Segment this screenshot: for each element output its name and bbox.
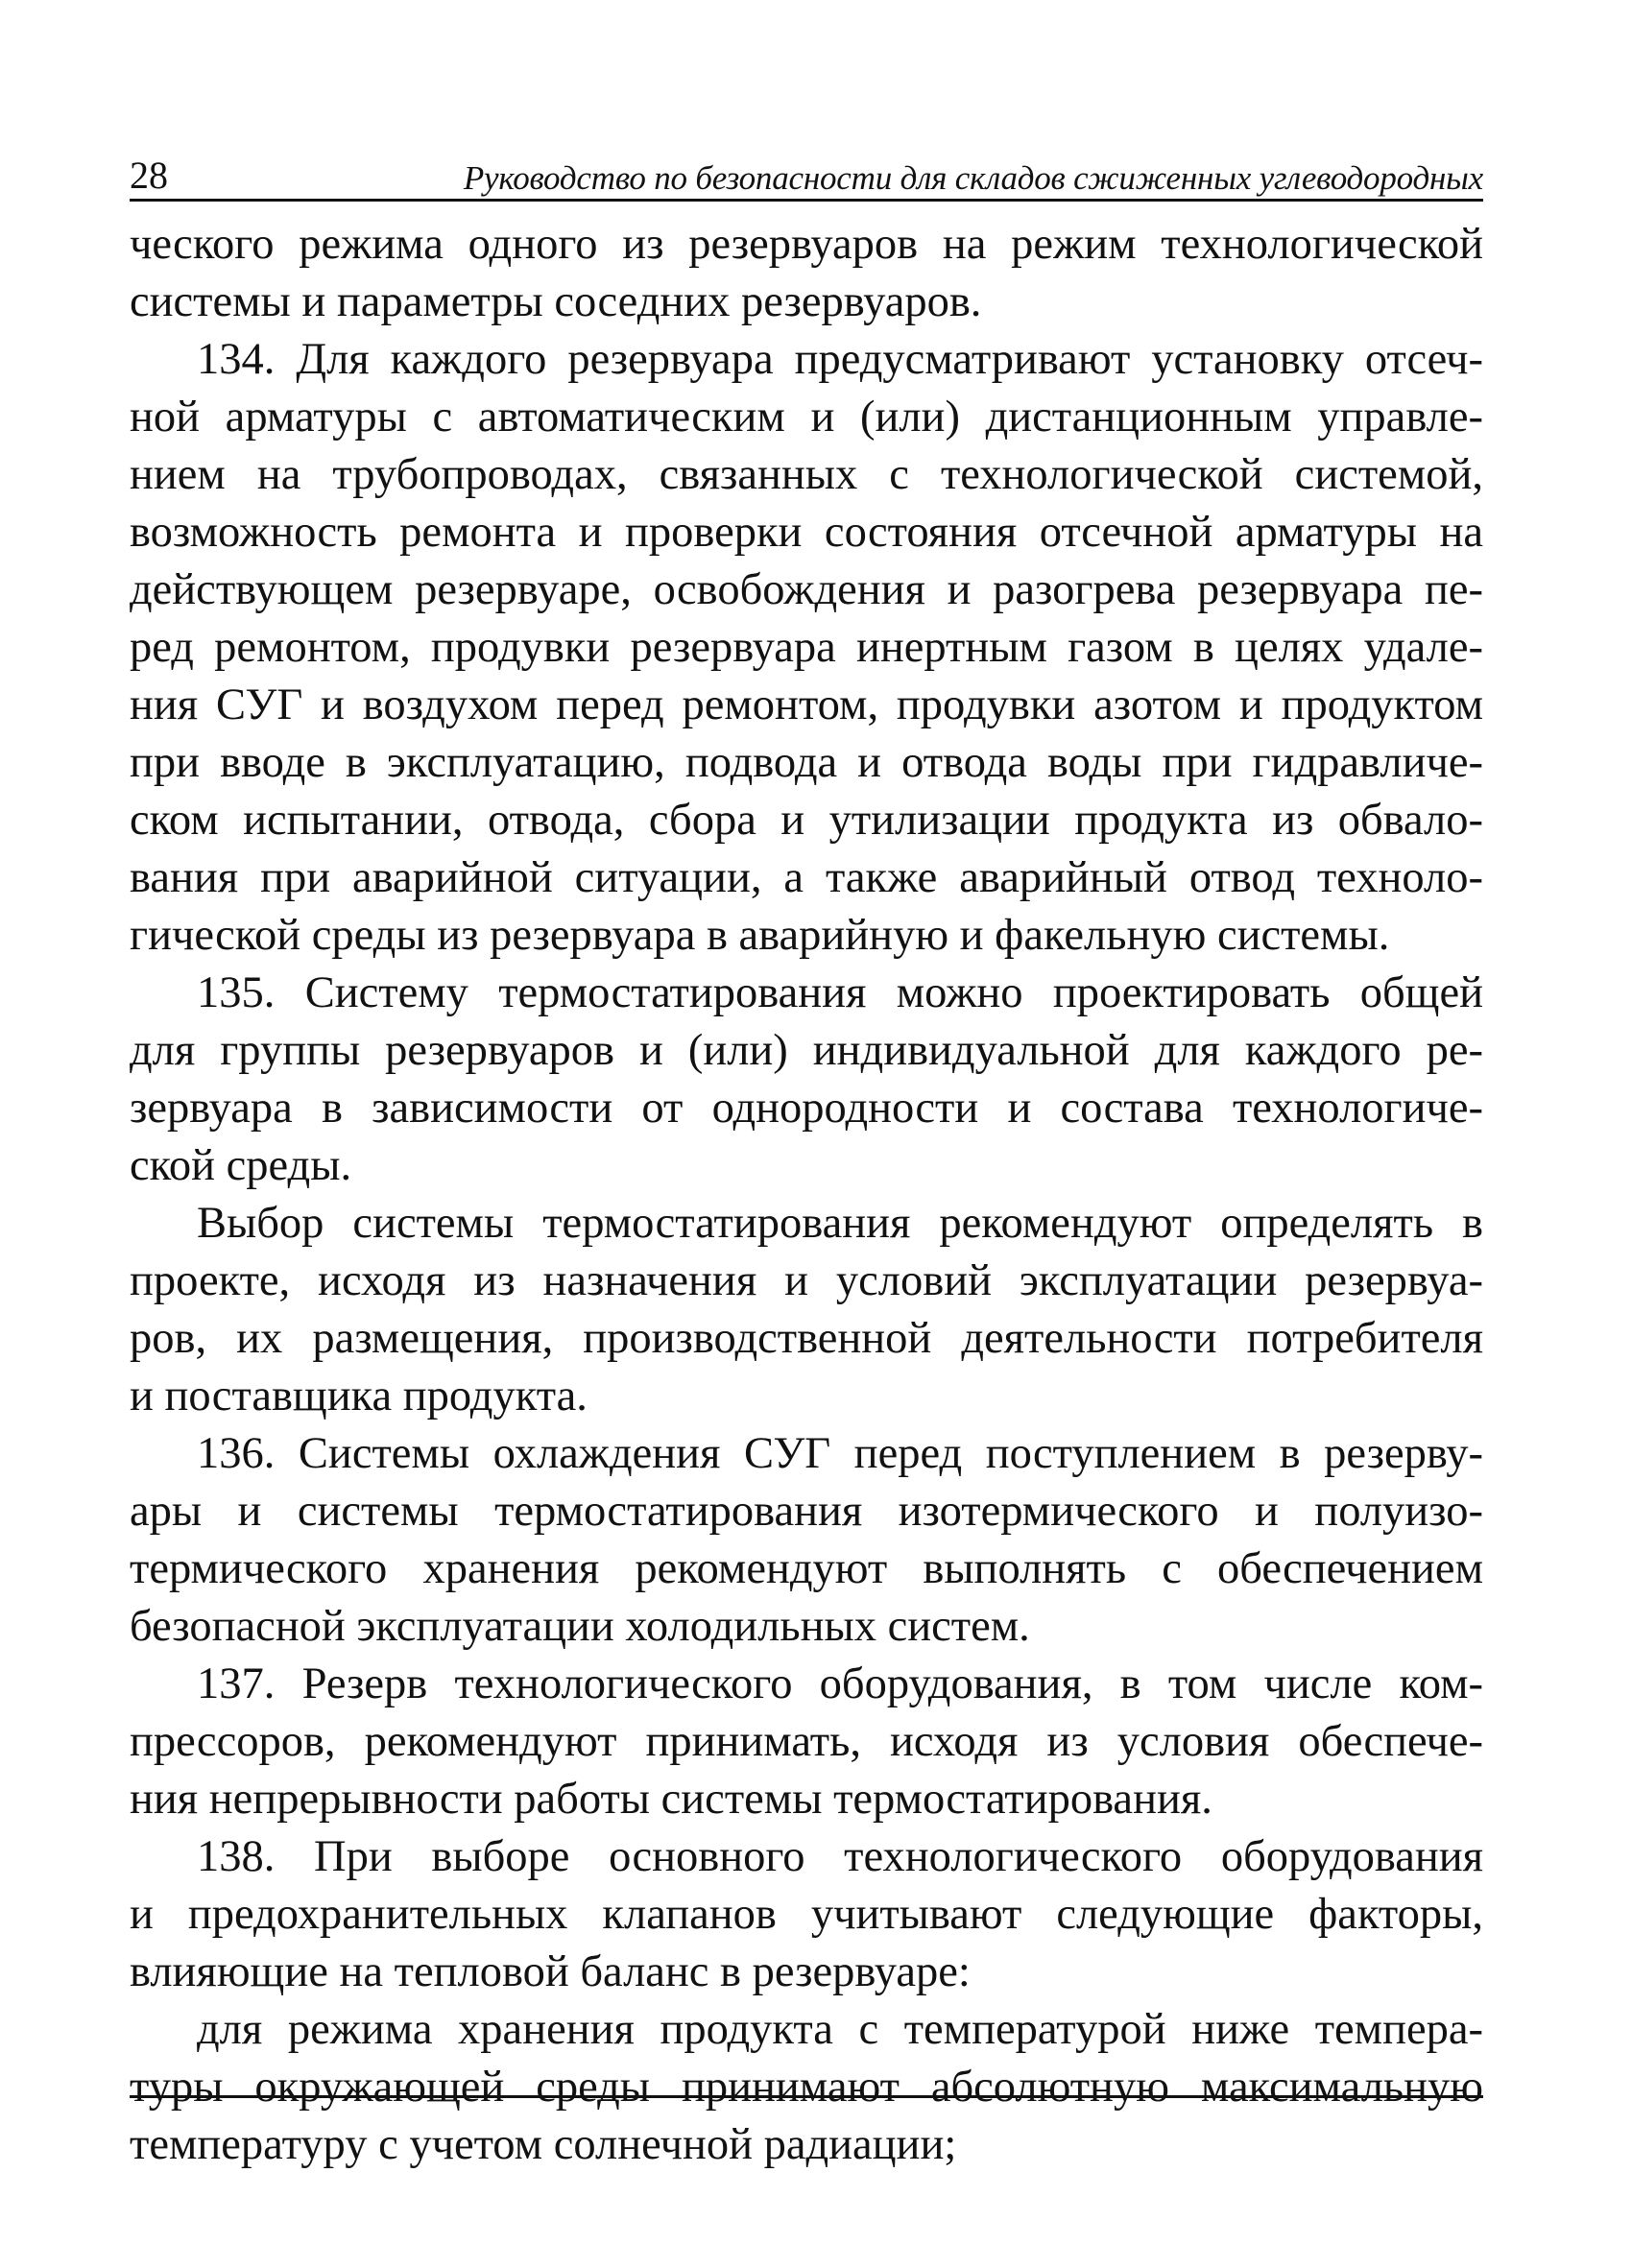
text-line: нием на трубопроводах, связанных с технологической системой,	[130, 450, 1483, 499]
text-line: гической среды из резервуара в аварийную и факельную системы.	[130, 911, 1390, 960]
text-line: вания при аварийной ситуации, а также аварийный отвод техноло-	[130, 853, 1483, 902]
page-number: 28	[130, 154, 168, 197]
paragraph-135-start: 135. Систему термостатирования можно проектировать общей	[197, 968, 1483, 1017]
text-line: ной арматуры с автоматическим и (или) дистанционным управле-	[130, 393, 1483, 442]
bottom-rule	[130, 2095, 1483, 2098]
running-title: Руководство по безопасности для складов сжиженных углеводородных	[463, 159, 1483, 197]
running-header	[130, 144, 1483, 202]
text-line: ред ремонтом, продувки резервуара инертным газом в целях удале-	[130, 623, 1483, 672]
text-line: влияющие на тепловой баланс в резервуаре:	[130, 1947, 971, 1996]
body-text	[130, 216, 1483, 2174]
text-line: действующем резервуаре, освобождения и разогрева резервуара пе-	[130, 565, 1483, 614]
text-line: проекте, исходя из назначения и условий эксплуатации резервуа-	[130, 1256, 1483, 1305]
paragraph-136-start: 136. Системы охлаждения СУГ перед поступлением в резерву-	[197, 1429, 1483, 1478]
paragraph-134-start: 134. Для каждого резервуара предусматривают установку отсеч-	[197, 335, 1483, 384]
paragraph-137-start: 137. Резерв технологического оборудования, в том числе ком-	[197, 1659, 1483, 1708]
text-line: температуру с учетом солнечной радиации;	[130, 2120, 957, 2169]
text-line: для группы резервуаров и (или) индивидуальной для каждого ре-	[130, 1026, 1483, 1075]
text-line: ской среды.	[130, 1141, 352, 1190]
paragraph-138-start: 138. При выборе основного технологического оборудования	[197, 1832, 1483, 1881]
text-line: прессоров, рекомендуют принимать, исходя из условия обеспече-	[130, 1717, 1483, 1766]
text-line: термического хранения рекомендуют выполнять с обеспечением	[130, 1544, 1483, 1593]
text-line: ском испытании, отвода, сбора и утилизации продукта из обвало-	[130, 796, 1483, 845]
text-line: ния СУГ и воздухом перед ремонтом, продувки азотом и продуктом	[130, 680, 1483, 729]
text-line: ческого режима одного из резервуаров на режим технологической	[130, 220, 1483, 269]
text-line: безопасной эксплуатации холодильных систем.	[130, 1602, 1030, 1651]
paragraph-storage-mode-start: для режима хранения продукта с температурой ниже темпера-	[197, 2005, 1483, 2054]
text-line: системы и параметры соседних резервуаров.	[130, 277, 982, 326]
text-line: ары и системы термостатирования изотермического и полуизо-	[130, 1487, 1483, 1536]
text-line: возможность ремонта и проверки состояния отсечной арматуры на	[130, 508, 1483, 557]
text-line: ния непрерывности работы системы термостатирования.	[130, 1775, 1212, 1824]
text-line: зервуара в зависимости от однородности и состава технологиче-	[130, 1084, 1483, 1133]
text-line: и поставщика продукта.	[130, 1372, 588, 1420]
text-line: туры окружающей среды принимают абсолютную максимальную	[130, 2063, 1483, 2112]
paragraph-thermostat-choice-start: Выбор системы термостатирования рекомендуют определять в	[197, 1199, 1483, 1248]
text-line: и предохранительных клапанов учитывают следующие факторы,	[130, 1890, 1483, 1939]
text-line: ров, их размещения, производственной деятельности потребителя	[130, 1314, 1483, 1363]
text-line: при вводе в эксплуатацию, подвода и отвода воды при гидравличе-	[130, 738, 1483, 787]
